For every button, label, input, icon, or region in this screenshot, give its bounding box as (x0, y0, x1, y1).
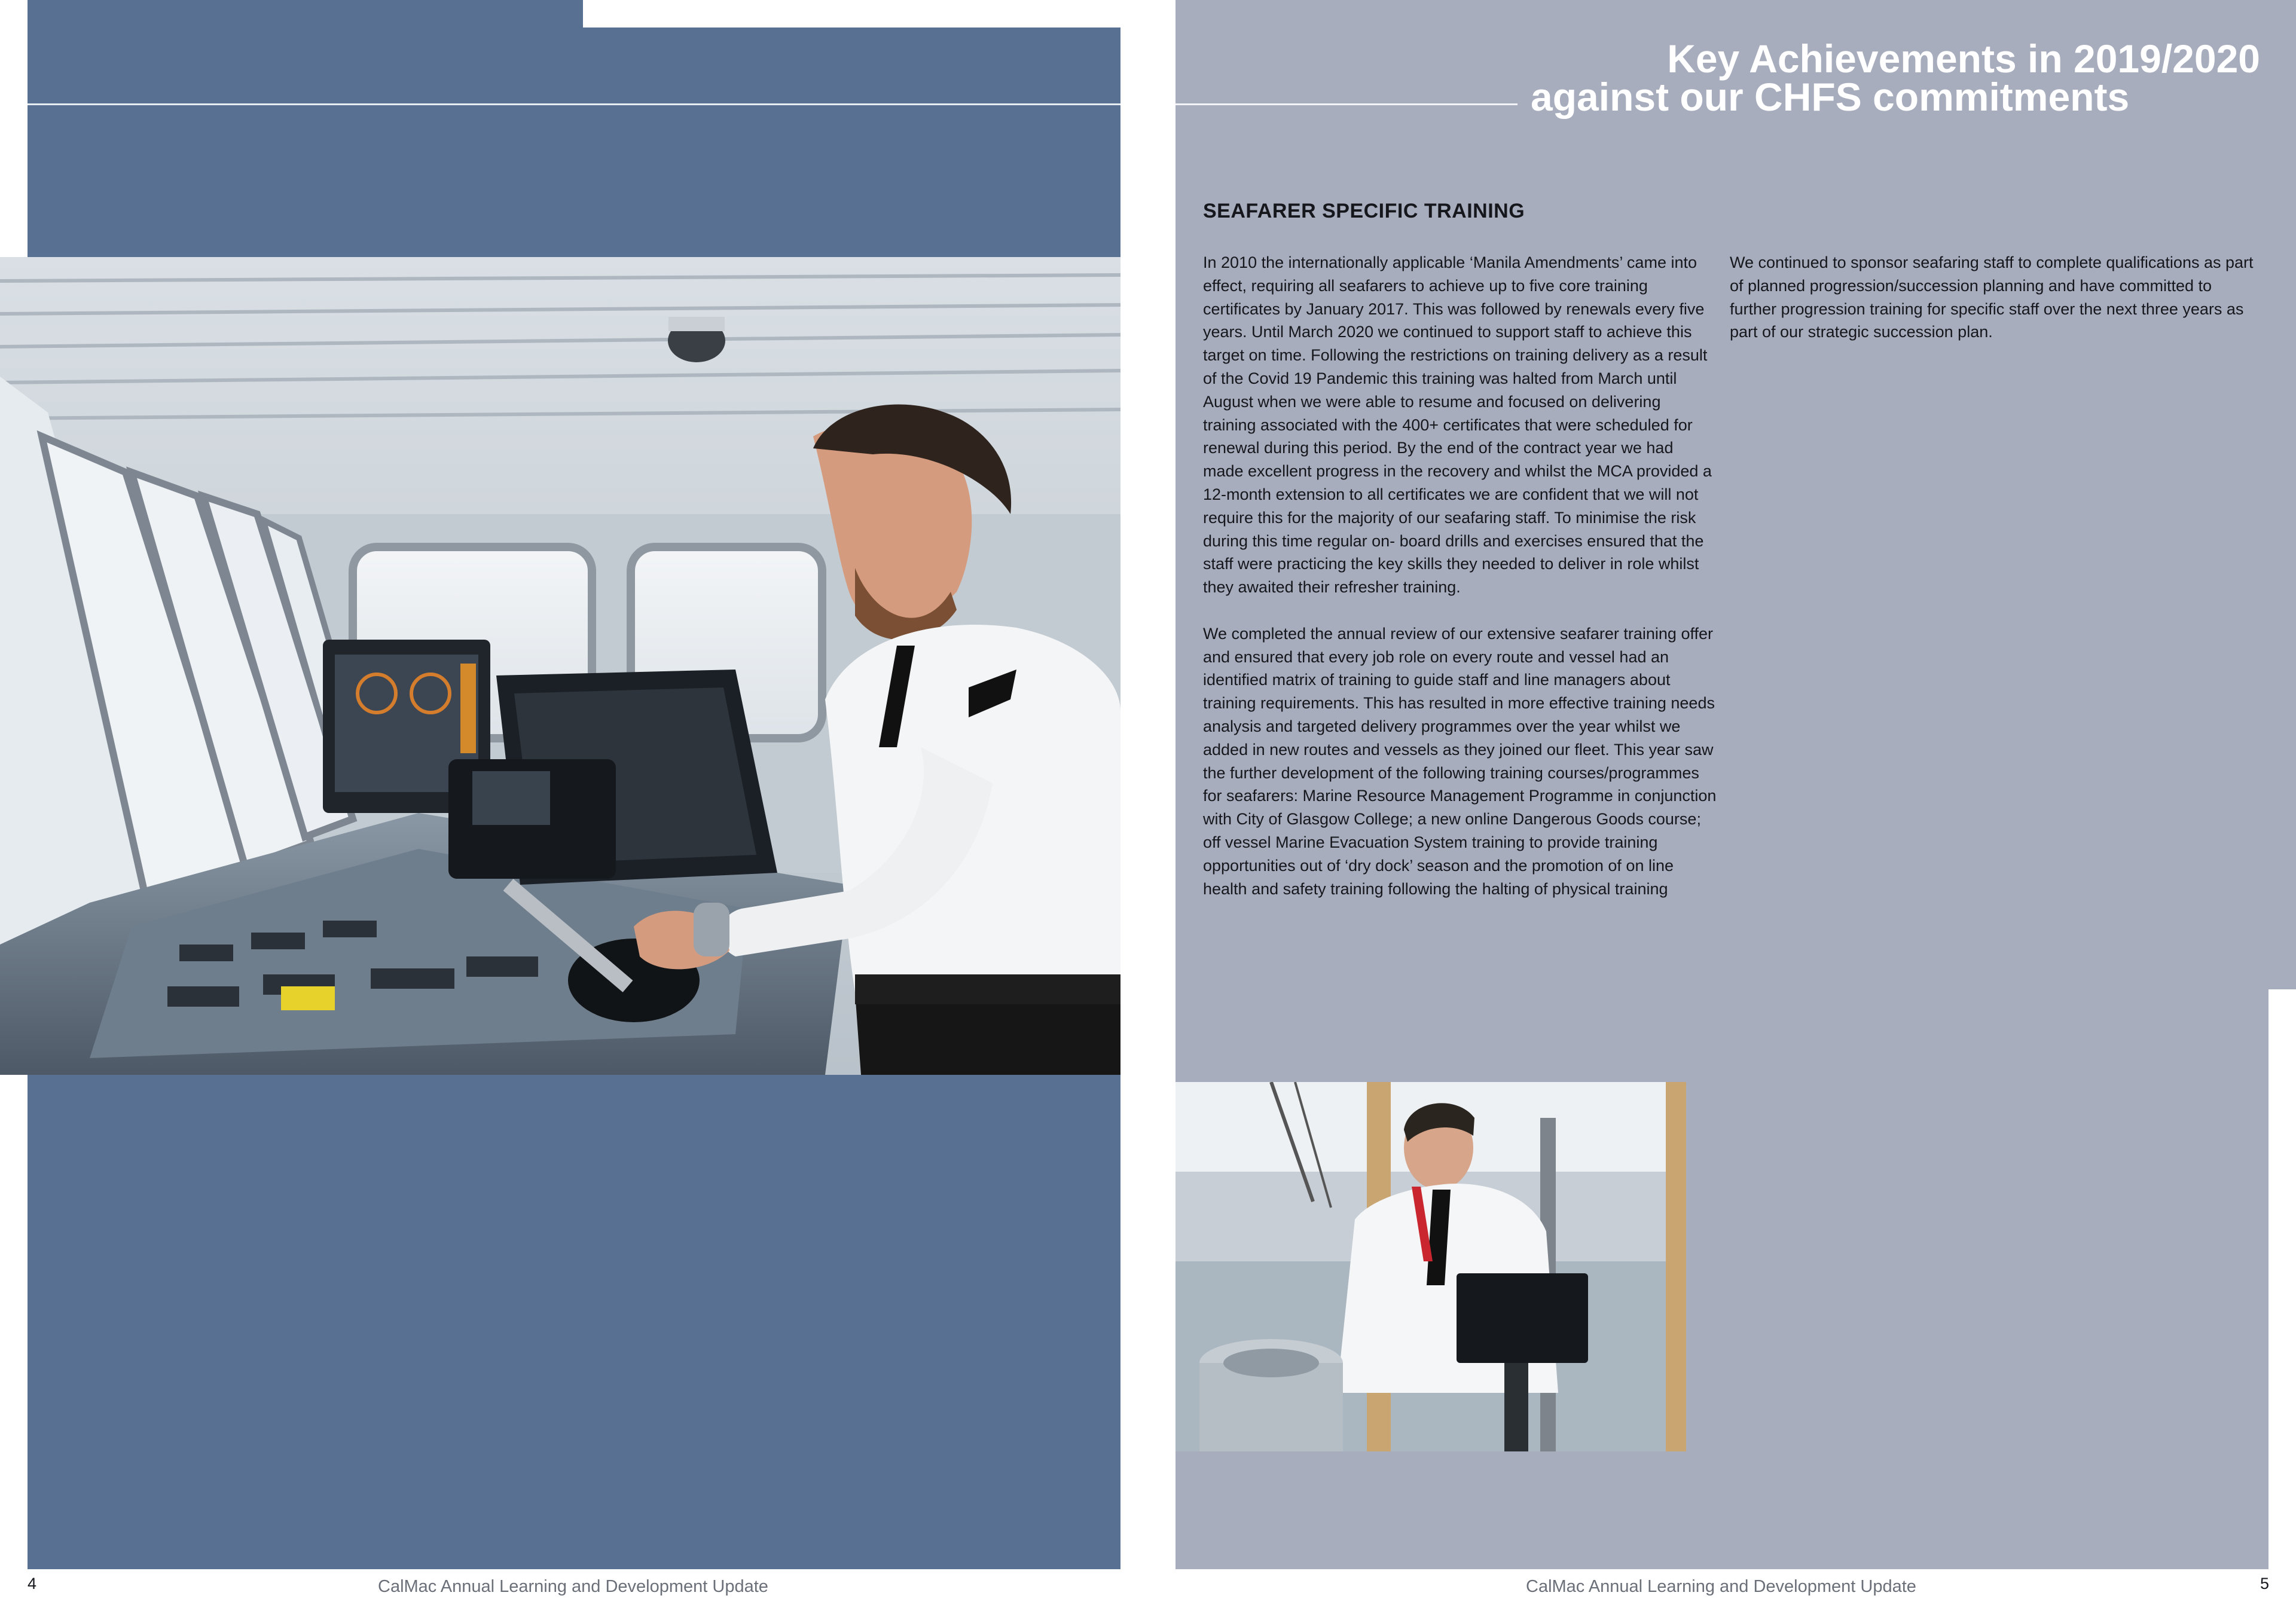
left-divider-rule (28, 103, 1120, 105)
page-title (1519, 36, 2260, 119)
page-title-line-1: Key Achievements in 2019/2020 (1667, 36, 2260, 81)
footer-publication-title-left: CalMac Annual Learning and Development Update (378, 1577, 768, 1596)
body-paragraph: In 2010 the internationally applicable ‘Manila Amendments’ came into effect, requiring all seafarers to achieve up to five core training certificates by January 2017. This was followed by renewals every five years. Until March 2020 we continued to support staff to achieve this target on time. Following the restrictions on training delivery as a result of the Covid 19 Pandemic this training was halted from March until August when we were able to resume and focused on delivering training associated with the 400+ certificates that were scheduled for renewal during this period. By the end of the contract year we had made excellent progress in the recovery and whilst the MCA provided a 12-month extension to all certificates we are confident that we will not require this for the majority of our seafaring staff. To minimise the risk during this time regular on- board drills and exercises ensured that the staff were practicing the key skills they needed to deliver in role whilst they awaited their refresher training. (1203, 253, 1712, 597)
page-number-right: 5 (2260, 1575, 2270, 1593)
body-column-2 (1730, 251, 2256, 367)
officer-at-helm-photo (1176, 1082, 1686, 1451)
page-number-left: 4 (28, 1575, 37, 1593)
right-divider-rule (1176, 103, 1518, 105)
ship-bridge-officer-photo (0, 257, 1120, 1075)
section-heading: SEAFARER SPECIFIC TRAINING (1203, 200, 1525, 222)
footer-publication-title-right: CalMac Annual Learning and Development Update (1526, 1577, 1916, 1596)
body-column-1 (1203, 251, 1717, 924)
page-title-line-2: against our CHFS commitments (1531, 75, 2130, 119)
body-paragraph: We completed the annual review of our extensive seafarer training offer and ensured that every job role on every route and vessel had an identified matrix of training to guide staff and line managers about training requirements. This has resulted in more effective training needs analysis and targeted delivery programmes over the year whilst we added in new routes and vessels as they joined our fleet. This year saw the further development of the following training courses/programmes for seafarers: Marine Resource Management Programme in conjunction with City of Glasgow College; a new online Dangerous Goods course; off vessel Marine Evacuation System training to provide training opportunities out of ‘dry dock’ season and the promotion of on line health and safety training following the halting of physical training (1203, 624, 1717, 898)
body-paragraph: We continued to sponsor seafaring staff to complete qualifications as part of planned progression/succession planning and have committed to further progression training for specific staff over the next three years as part of our strategic succession plan. (1730, 253, 2254, 341)
right-edge-panel-extension (2268, 0, 2296, 989)
